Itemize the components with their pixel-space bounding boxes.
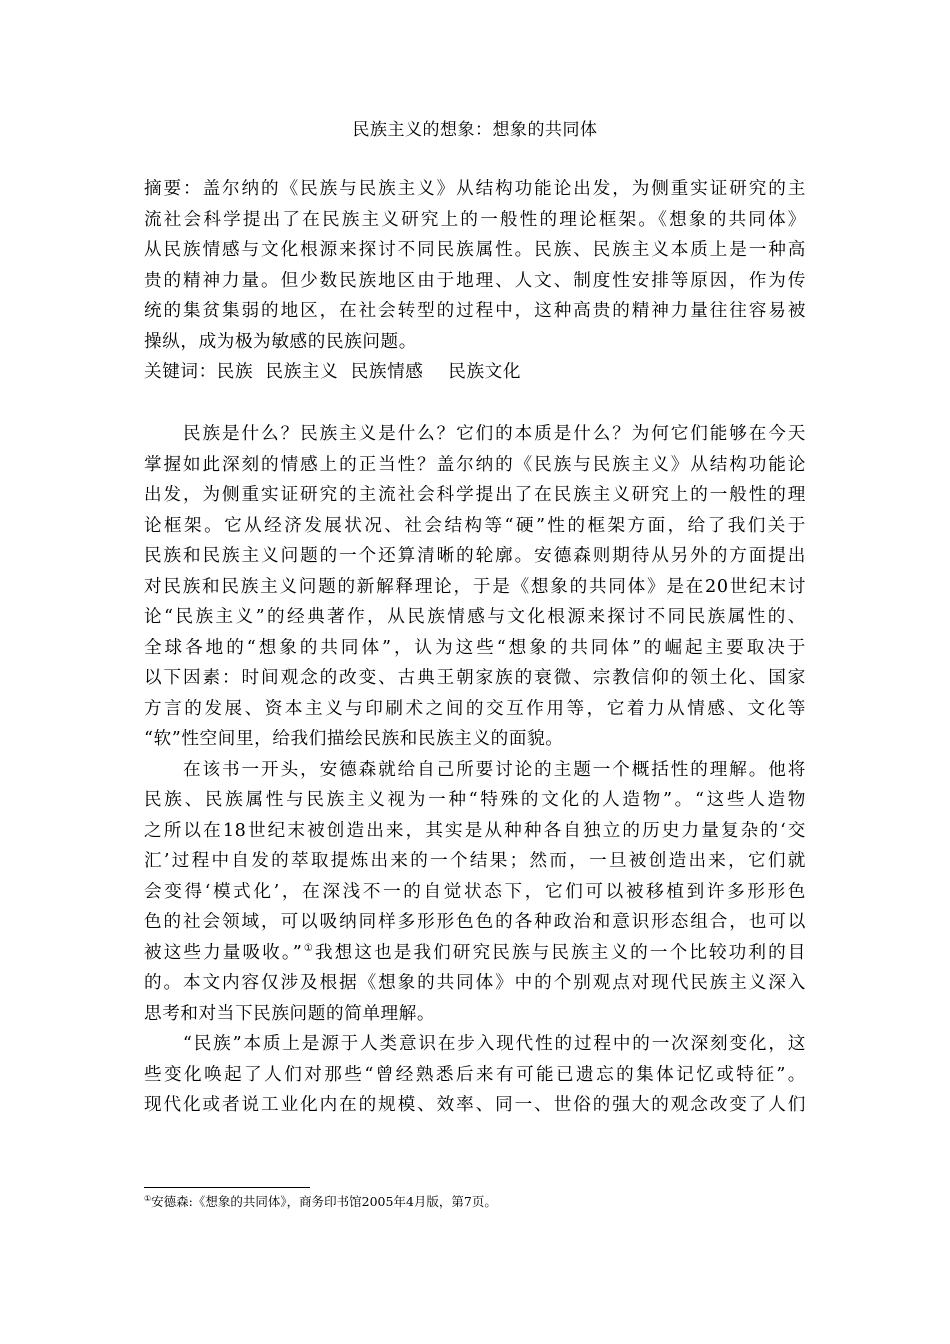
text-line: 民族是什么？民族主义是什么？它们的本质是什么？为何它们能够在今天	[144, 424, 806, 444]
abstract-line: 操纵，成为极为敏感的民族问题。	[144, 331, 417, 352]
text-line: 掌握如此深刻的情感上的正当性？盖尔纳的《民族与民族主义》从结构功能论	[144, 454, 806, 475]
text-line: 以下因素：时间观念的改变、古典王朝家族的衰微、宗教信仰的领土化、国家	[144, 668, 806, 688]
footnote-text: 安德森:《想象的共同体》，商务印书馆2005年4月版，第7页。	[151, 1194, 497, 1209]
text-line: 之所以在18世纪末被创造出来，其实是从种种各自独立的历史力量复杂的‘交	[144, 820, 806, 841]
text-line: 汇’过程中自发的萃取提炼出来的一个结果；然而，一旦被创造出来，它们就	[144, 851, 806, 871]
text-line: 在该书一开头，安德森就给自己所要讨论的主题一个概括性的理解。他将	[144, 759, 806, 780]
abstract-line: 贵的精神力量。但少数民族地区由于地理、人文、制度性安排等原因，作为传	[144, 270, 806, 291]
text-line: 出发，为侧重实证研究的主流社会科学提出了在民族主义研究上的一般性的理	[144, 485, 806, 505]
text-line: 的。本文内容仅涉及根据《想象的共同体》中的个别观点对现代民族主义深入	[144, 973, 806, 993]
abstract-line: 流社会科学提出了在民族主义研究上的一般性的理论框架。《想象的共同体》	[144, 209, 806, 230]
footnote-separator	[144, 1187, 310, 1188]
footnote	[144, 1193, 497, 1211]
text-line: 论框架。它从经济发展状况、社会结构等“硬”性的框架方面，给了我们关于	[144, 515, 806, 536]
text-line: 全球各地的“想象的共同体”，认为这些“想象的共同体”的崛起主要取决于	[144, 637, 806, 658]
text-line: 些变化唤起了人们对那些“曾经熟悉后来有可能已遗忘的集体记忆或特征”。	[144, 1064, 806, 1085]
text-line: 民族、民族属性与民族主义视为一种“特殊的文化的人造物”。“这些人造物	[144, 790, 806, 810]
footnote-reference[interactable]: ①	[302, 942, 315, 954]
text-segment: 我想这也是我们研究民族与民族主义的一个比较功利的目	[314, 942, 806, 963]
abstract-line: 统的集贫集弱的地区，在社会转型的过程中，这种高贵的精神力量往往容易被	[144, 301, 806, 321]
text-line: 论“民族主义”的经典著作，从民族情感与文化根源来探讨不同民族属性的、	[144, 607, 806, 627]
paragraph-2	[144, 755, 806, 1030]
text-line-with-footnote	[144, 938, 806, 969]
text-line: “软”性空间里，给我们描绘民族和民族主义的面貌。	[144, 729, 564, 749]
text-line: 对民族和民族主义问题的新解释理论，于是《想象的共同体》是在20世纪末讨	[144, 576, 806, 597]
text-line: 会变得‘模式化’，在深浅不一的自觉状态下，它们可以被移植到许多形形色	[144, 881, 806, 902]
text-line: 色的社会领域，可以吸纳同样多形形色色的各种政治和意识形态组合，也可以	[144, 912, 806, 932]
paragraph-1	[144, 419, 806, 755]
footnote-marker: ①	[144, 1193, 152, 1203]
text-line: 现代化或者说工业化内在的规模、效率、同一、世俗的强大的观念改变了人们	[144, 1095, 806, 1115]
text-line: 思考和对当下民族问题的简单理解。	[144, 1003, 436, 1024]
keywords-line: 关键词：民族 民族主义 民族情感 民族文化	[144, 362, 522, 382]
text-line: “民族”本质上是源于人类意识在步入现代性的过程中的一次深刻变化，这	[144, 1034, 806, 1054]
text-line: 方言的发展、资本主义与印刷术之间的交互作用等，它着力从情感、文化等	[144, 698, 806, 719]
abstract-line: 摘要：盖尔纳的《民族与民族主义》从结构功能论出发，为侧重实证研究的主	[144, 179, 806, 199]
main-text	[144, 419, 806, 1121]
text-line: 民族和民族主义问题的一个还算清晰的轮廓。安德森则期待从另外的方面提出	[144, 546, 806, 566]
document-title: 民族主义的想象：想象的共同体	[352, 120, 598, 140]
abstract-line: 从民族情感与文化根源来探讨不同民族属性。民族、民族主义本质上是一种高	[144, 240, 806, 260]
paragraph-3	[144, 1029, 806, 1121]
text-segment: 被这些力量吸收。”	[144, 942, 303, 963]
abstract-block	[144, 174, 806, 388]
